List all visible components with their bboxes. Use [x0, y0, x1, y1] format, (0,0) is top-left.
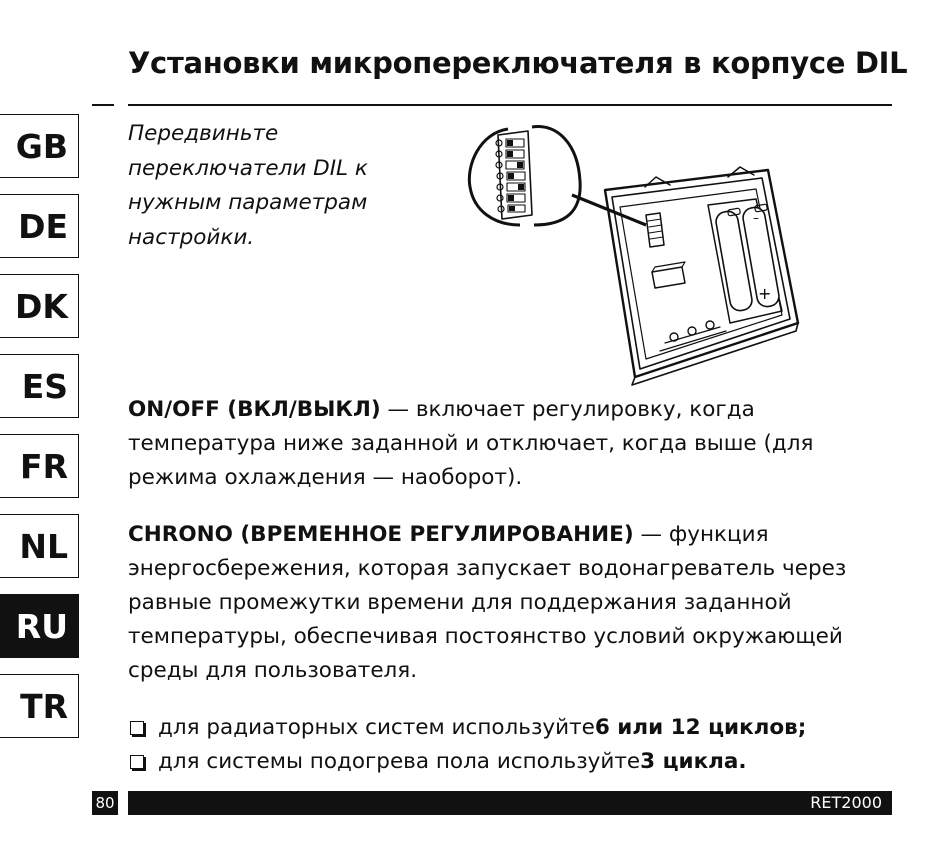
language-tab-dk[interactable]: DK	[0, 274, 79, 338]
onoff-text: — включает регулировку, когда температура ниже заданной и отключает, когда выше (для режима охлаждения — наоборот).	[128, 397, 814, 490]
cycle-list	[128, 711, 898, 779]
dil-switch-illustration	[460, 115, 810, 390]
list-item-text: для системы подогрева пола используйте	[158, 749, 641, 774]
list-item-text: для радиаторных систем используйте	[158, 715, 595, 740]
checkbox-bullet-icon	[130, 721, 144, 735]
chrono-description	[128, 518, 888, 688]
language-tab-de[interactable]: DE	[0, 194, 79, 258]
header-rule-left	[92, 104, 114, 106]
intro-text: Передвиньте переключатели DIL к нужным параметрам настройки.	[128, 121, 368, 250]
page-title: Установки микропереключателя в корпусе DIL	[128, 46, 908, 80]
magnified-dil-switch-icon	[469, 127, 580, 225]
header-rule	[128, 104, 892, 106]
battery-minus-label: –	[753, 211, 759, 225]
device-housing-icon	[605, 167, 798, 385]
language-tab-fr[interactable]: FR	[0, 434, 79, 498]
list-item	[128, 745, 898, 779]
page-number: 80	[92, 791, 118, 815]
list-item	[128, 711, 898, 745]
language-tab-gb[interactable]: GB	[0, 114, 79, 178]
checkbox-bullet-icon	[130, 755, 144, 769]
chrono-text: — функция энергосбережения, которая запускает водонагреватель через равные промежутки времени для поддержания заданной температуры, обеспечивая постоянство условий окружающей среды для пользователя.	[128, 522, 847, 683]
language-tab-nl[interactable]: NL	[0, 514, 79, 578]
footer-model: RET2000	[128, 791, 892, 815]
onoff-description	[128, 393, 888, 495]
chrono-term: CHRONO (ВРЕМЕННОЕ РЕГУЛИРОВАНИЕ)	[128, 522, 634, 547]
language-tab-tr[interactable]: TR	[0, 674, 79, 738]
battery-plus-label: +	[758, 284, 772, 303]
list-item-bold: 6 или 12 циклов;	[594, 715, 807, 740]
language-tab-ru[interactable]: RU	[0, 594, 79, 658]
language-tab-es[interactable]: ES	[0, 354, 79, 418]
onoff-term: ON/OFF (ВКЛ/ВЫКЛ)	[128, 397, 381, 422]
list-item-bold: 3 цикла.	[640, 749, 747, 774]
